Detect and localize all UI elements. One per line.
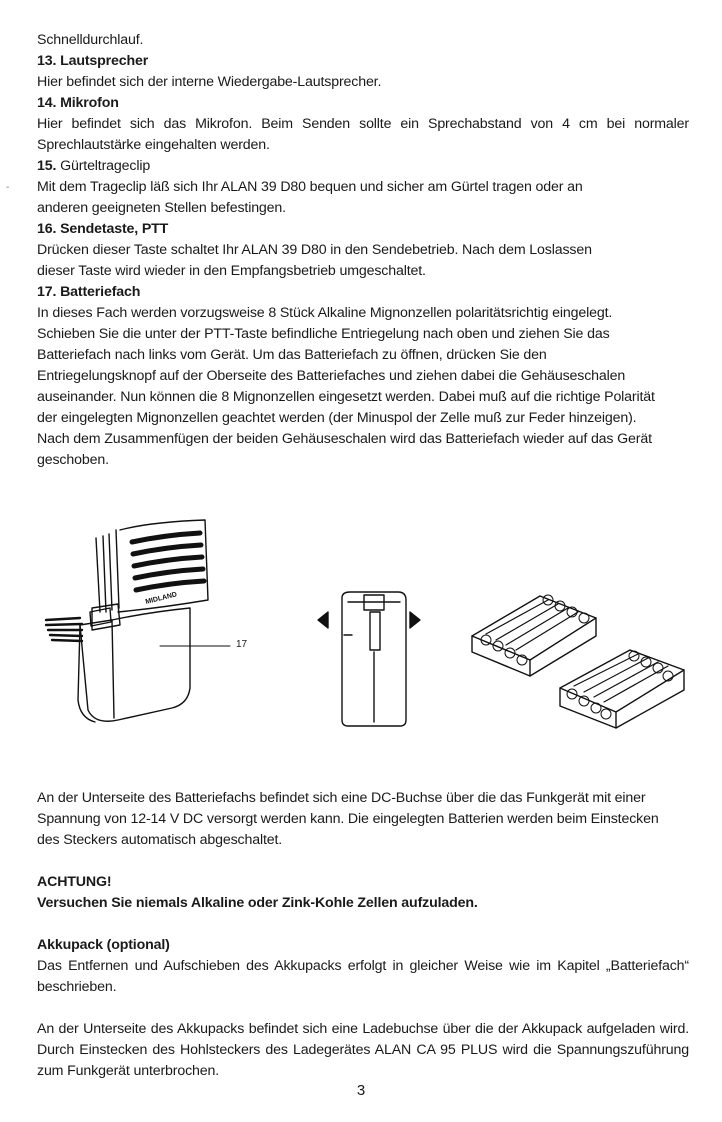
text-line: auseinander. Nun können die 8 Mignonzellen eingesetzt werden. Dabei muß auf die richtige Polarität — [37, 389, 655, 405]
heading-16: 16. Sendetaste, PTT — [37, 221, 169, 237]
text-line: Hier befindet sich der interne Wiedergabe-Lautsprecher. — [37, 74, 382, 90]
heading-17: 17. Batteriefach — [37, 284, 141, 300]
text-line: Drücken dieser Taste schaltet Ihr ALAN 39 D80 in den Sendebetrieb. Nach dem Loslassen — [37, 242, 592, 258]
page-number: 3 — [356, 1082, 366, 1099]
figure-callout-17: 17 — [236, 639, 248, 650]
battery-illustration — [0, 500, 722, 770]
text-line: In dieses Fach werden vorzugsweise 8 Stück Alkaline Mignonzellen polaritätsrichtig eingelegt. — [37, 305, 613, 321]
akkupack-heading: Akkupack (optional) — [37, 937, 170, 953]
heading-15-text: Gürteltrageclip — [56, 158, 151, 174]
text-line: geschoben. — [37, 452, 109, 468]
text-line: dieser Taste wird wieder in den Empfangsbetrieb umgeschaltet. — [37, 263, 426, 279]
text-line: Entriegelungsknopf auf der Oberseite des Batteriefaches und ziehen dabei die Gehäuseschalen — [37, 368, 626, 384]
radio-back-figure — [318, 592, 420, 726]
text-line: An der Unterseite des Akkupacks befindet sich eine Ladebuchse über die der Akkupack aufgeladen wird. — [37, 1021, 689, 1037]
text-line: Nach dem Zusammenfügen der beiden Gehäuseschalen wird das Batteriefach wieder auf das Gerät — [37, 431, 652, 447]
text-line: An der Unterseite des Batteriefachs befindet sich eine DC-Buchse über die das Funkgerät mit einer — [37, 790, 646, 806]
text-line: Durch Einstecken des Hohlsteckers des Ladegerätes ALAN CA 95 PLUS wird die Spannungszuführung — [37, 1042, 689, 1058]
heading-15 — [37, 156, 689, 176]
heading-14: 14. Mikrofon — [37, 95, 119, 111]
radio-with-battery-figure — [46, 520, 230, 722]
text-line: zum Funkgerät unterbrochen. — [37, 1063, 220, 1079]
text-line: der eingelegten Mignonzellen geachtet werden (der Minuspol der Zelle muß zur Feder hinzeigen). — [37, 410, 637, 426]
warning-text: Versuchen Sie niemals Alkaline oder Zink-Kohle Zellen aufzuladen. — [37, 895, 478, 911]
text-line: Sprechlautstärke eingehalten werden. — [37, 137, 270, 153]
text-line: Mit dem Trageclip läß sich Ihr ALAN 39 D80 bequen und sicher am Gürtel tragen oder an — [37, 179, 583, 195]
heading-13: 13. Lautsprecher — [37, 53, 149, 69]
text-line: Batteriefach nach links vom Gerät. Um das Batteriefach zu öffnen, drücken Sie den — [37, 347, 547, 363]
text-line: Schnelldurchlauf. — [37, 32, 144, 48]
text-line: Schieben Sie die unter der PTT-Taste befindliche Entriegelung nach oben und ziehen Sie das — [37, 326, 610, 342]
text-line: Spannung von 12-14 V DC versorgt werden kann. Die eingelegten Batterien werden beim Einstecken — [37, 811, 659, 827]
heading-15-number: 15. — [37, 158, 57, 174]
text-line: Das Entfernen und Aufschieben des Akkupacks erfolgt in gleicher Weise wie im Kapitel „Batteriefach“ — [37, 958, 689, 974]
text-line: anderen geeigneten Stellen befestingen. — [37, 200, 286, 216]
text-line: Hier befindet sich das Mikrofon. Beim Senden sollte ein Sprechabstand von 4 cm bei normaler — [37, 116, 689, 132]
warning-title: ACHTUNG! — [37, 874, 112, 890]
text-line: beschrieben. — [37, 979, 117, 995]
midland-logo: MIDLAND — [144, 591, 178, 606]
battery-tray-figure — [472, 596, 684, 728]
text-line: des Steckers automatisch abgeschaltet. — [37, 832, 283, 848]
margin-mark: - — [6, 182, 10, 193]
